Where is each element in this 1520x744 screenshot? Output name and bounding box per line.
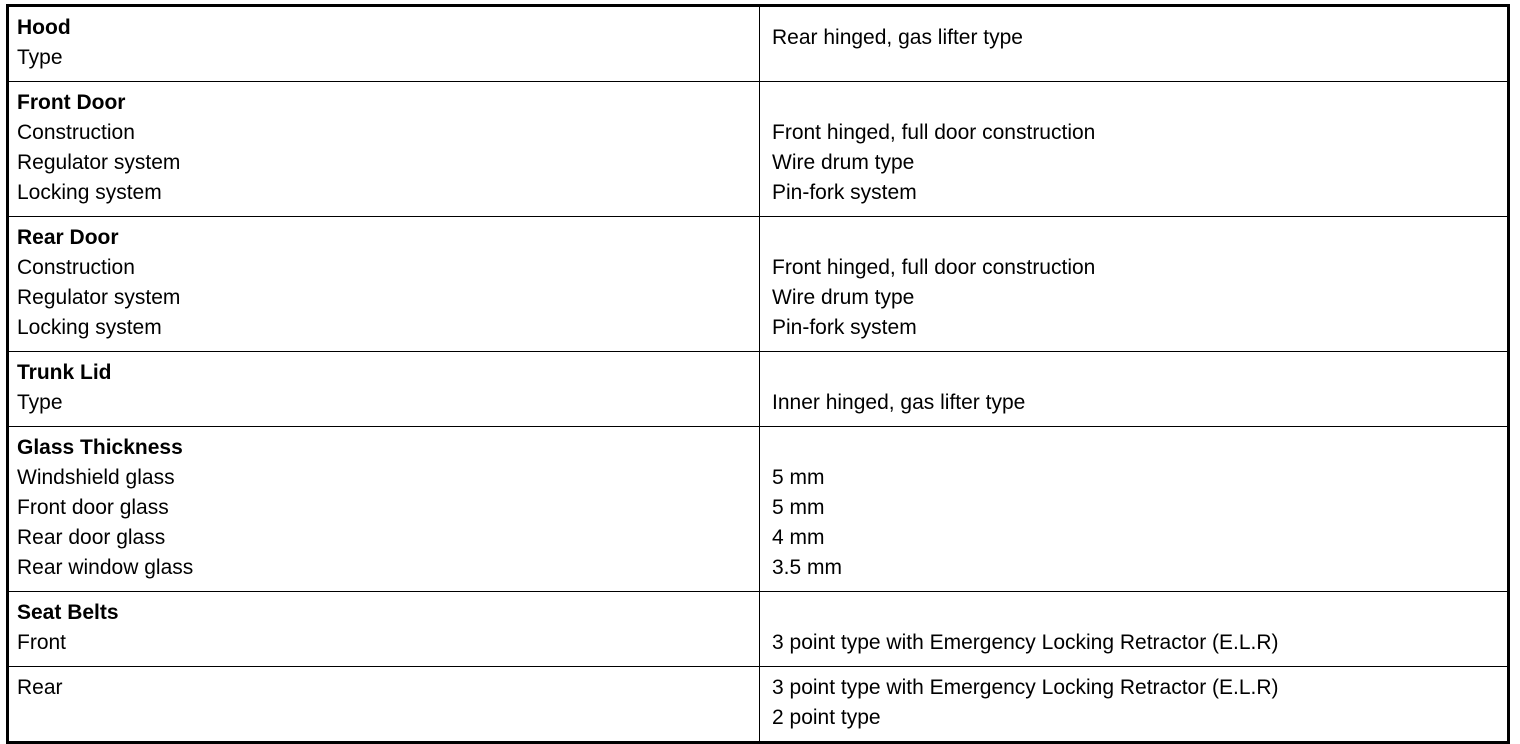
row-value: Front hinged, full door construction [772, 256, 1096, 279]
row-value: 5 mm [772, 496, 825, 519]
row-value-cell-hood [760, 6, 1509, 82]
row-label-cell-seat-belts [8, 592, 760, 667]
row-label: Rear window glass [17, 556, 194, 579]
row-label: Windshield glass [17, 466, 175, 489]
row-value: 5 mm [772, 466, 825, 489]
row-label: Rear door glass [17, 526, 166, 549]
row-value-cell-glass-thickness [760, 427, 1509, 592]
row-value: Rear hinged, gas lifter type [772, 26, 1023, 49]
row-label: Locking system [17, 181, 162, 204]
row-value-cell-front-door [760, 82, 1509, 217]
row-heading: Hood [17, 16, 71, 39]
row-heading: Rear Door [17, 226, 119, 249]
table-row [8, 352, 1509, 427]
row-label: Front door glass [17, 496, 169, 519]
row-value: Pin-fork system [772, 181, 917, 204]
row-value: 4 mm [772, 526, 825, 549]
table-row [8, 217, 1509, 352]
table-row [8, 82, 1509, 217]
row-heading: Front Door [17, 91, 126, 114]
row-value: 3.5 mm [772, 556, 843, 579]
row-value: Inner hinged, gas lifter type [772, 391, 1026, 414]
row-label-cell-front-door [8, 82, 760, 217]
row-value-cell-rear-door [760, 217, 1509, 352]
row-label: Construction [17, 256, 135, 279]
row-heading: Glass Thickness [17, 436, 183, 459]
row-label: Regulator system [17, 286, 181, 309]
row-heading: Trunk Lid [17, 361, 112, 384]
row-value: 2 point type [772, 706, 881, 729]
row-value: Pin-fork system [772, 316, 917, 339]
row-label: Construction [17, 121, 135, 144]
row-value-cell-rear-seat-belt [760, 667, 1509, 743]
row-value-cell-seat-belts [760, 592, 1509, 667]
row-value: Wire drum type [772, 286, 915, 309]
row-label: Front [17, 631, 67, 654]
specifications-table-body [8, 6, 1509, 743]
row-value-cell-trunk-lid [760, 352, 1509, 427]
specifications-table [6, 4, 1510, 744]
row-label-cell-glass-thickness [8, 427, 760, 592]
row-value: 3 point type with Emergency Locking Retractor (E.L.R) [772, 676, 1279, 699]
table-row [8, 6, 1509, 82]
row-label-cell-rear-door [8, 217, 760, 352]
row-label: Locking system [17, 316, 162, 339]
row-label: Rear [17, 676, 63, 699]
row-label: Type [17, 46, 63, 69]
row-value: Front hinged, full door construction [772, 121, 1096, 144]
table-row [8, 427, 1509, 592]
row-label: Regulator system [17, 151, 181, 174]
row-heading: Seat Belts [17, 601, 119, 624]
row-label-cell-hood [8, 6, 760, 82]
row-label: Type [17, 391, 63, 414]
table-row [8, 592, 1509, 667]
row-label-cell-rear-seat-belt [8, 667, 760, 743]
row-label-cell-trunk-lid [8, 352, 760, 427]
row-value: Wire drum type [772, 151, 915, 174]
table-row [8, 667, 1509, 743]
row-value: 3 point type with Emergency Locking Retractor (E.L.R) [772, 631, 1279, 654]
